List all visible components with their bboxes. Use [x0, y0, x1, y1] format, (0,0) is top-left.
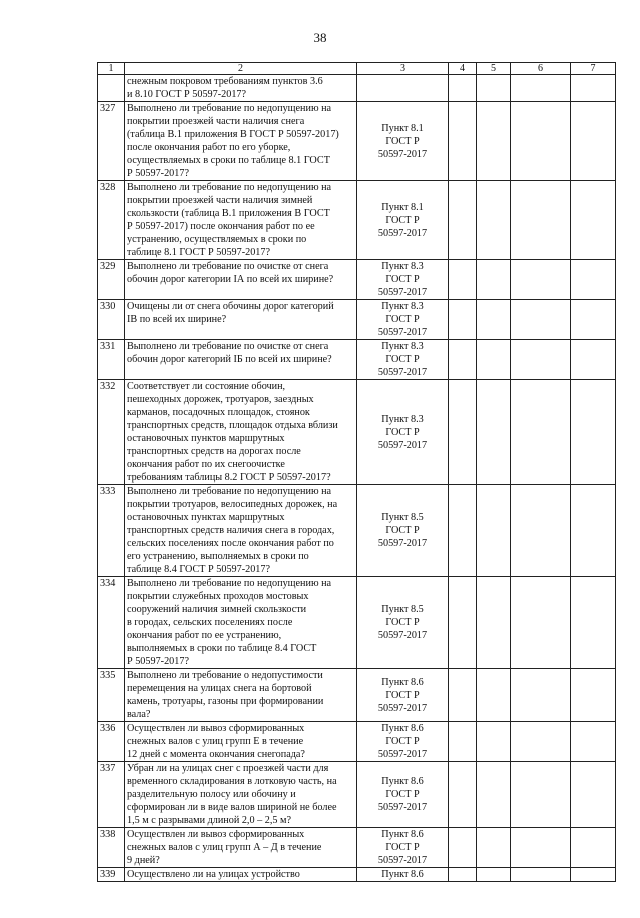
row-question: Соответствует ли состояние обочин, пешеходных дорожек, тротуаров, заездных карманов, посадочных площадок, стоянок транспортных средств, площадок отдыха вблизи остановочных пунктов маршрутных транспортных средств на дорогах после окончания работ по их снегоочистке требованиям таблицы 8.2 ГОСТ Р 50597-2017? [125, 380, 357, 485]
row-col-5 [477, 340, 511, 380]
header-col-2: 2 [125, 63, 357, 75]
row-reference: Пункт 8.6 ГОСТ Р 50597-2017 [357, 828, 449, 868]
row-question: Выполнено ли требование по недопущению на покрытии тротуаров, велосипедных дорожек, на остановочных пунктах маршрутных транспортных средств наличия снега в городах, сельских поселениях после окончания работ по его устранению, выполняемых в сроки по таблице 8.4 ГОСТ Р 50597-2017? [125, 485, 357, 577]
row-col-6 [511, 300, 571, 340]
row-col-6 [511, 181, 571, 260]
table-row [98, 380, 616, 485]
row-col-6 [511, 669, 571, 722]
row-number: 339 [98, 868, 125, 882]
row-col-4 [449, 868, 477, 882]
row-question: Выполнено ли требование по недопущению на покрытии служебных проходов мостовых сооружений наличия зимней скользкости в городах, сельских поселениях после окончания работ по ее устранению, выполняемых в сроки по таблице 8.4 ГОСТ Р 50597-2017? [125, 577, 357, 669]
page-number: 38 [313, 30, 327, 45]
row-col-7 [571, 828, 616, 868]
row-col-6 [511, 75, 571, 102]
row-number: 338 [98, 828, 125, 868]
row-question: Осуществлен ли вывоз сформированных снежных валов с улиц групп Е в течение 12 дней с момента окончания снегопада? [125, 722, 357, 762]
row-col-6 [511, 340, 571, 380]
row-col-5 [477, 300, 511, 340]
row-reference: Пункт 8.5 ГОСТ Р 50597-2017 [357, 577, 449, 669]
table-row [98, 260, 616, 300]
row-reference: Пункт 8.6 ГОСТ Р 50597-2017 [357, 722, 449, 762]
row-col-6 [511, 722, 571, 762]
row-col-6 [511, 577, 571, 669]
row-reference: Пункт 8.6 [357, 868, 449, 882]
row-col-7 [571, 722, 616, 762]
row-col-6 [511, 380, 571, 485]
row-col-6 [511, 102, 571, 181]
row-reference [357, 75, 449, 102]
row-question: Выполнено ли требование о недопустимости перемещения на улицах снега на бортовой камень, тротуары, газоны при формировании вала? [125, 669, 357, 722]
row-col-7 [571, 75, 616, 102]
row-number [98, 75, 125, 102]
header-col-6: 6 [511, 63, 571, 75]
table-row [98, 340, 616, 380]
row-col-7 [571, 380, 616, 485]
row-number: 333 [98, 485, 125, 577]
row-col-4 [449, 340, 477, 380]
table-row [98, 868, 616, 882]
table-row [98, 485, 616, 577]
row-number: 327 [98, 102, 125, 181]
table-row [98, 762, 616, 828]
row-question: Выполнено ли требование по недопущению на покрытии проезжей части наличия зимней скользкости (таблица В.1 приложения В ГОСТ Р 50597-2017) после окончания работ по ее устранению, осуществляемых в сроки по таблице 8.1 ГОСТ Р 50597-2017? [125, 181, 357, 260]
row-col-7 [571, 181, 616, 260]
row-question: Выполнено ли требование по очистке от снега обочин дорог категории IА по всей их ширине? [125, 260, 357, 300]
row-col-4 [449, 102, 477, 181]
row-number: 331 [98, 340, 125, 380]
row-col-7 [571, 577, 616, 669]
row-col-5 [477, 669, 511, 722]
row-col-4 [449, 485, 477, 577]
row-number: 335 [98, 669, 125, 722]
row-question: Выполнено ли требование по недопущению на покрытии проезжей части наличия снега (таблица В.1 приложения В ГОСТ Р 50597-2017) после окончания работ по его уборке, осуществляемых в сроки по таблице 8.1 ГОСТ Р 50597-2017? [125, 102, 357, 181]
row-col-6 [511, 485, 571, 577]
row-col-5 [477, 868, 511, 882]
table-row [98, 300, 616, 340]
row-col-7 [571, 485, 616, 577]
header-col-3: 3 [357, 63, 449, 75]
row-col-6 [511, 868, 571, 882]
row-col-6 [511, 828, 571, 868]
row-question: снежным покровом требованиям пунктов 3.6 и 8.10 ГОСТ Р 50597-2017? [125, 75, 357, 102]
header-col-7: 7 [571, 63, 616, 75]
row-question: Убран ли на улицах снег с проезжей части для временного складирования в лотковую часть, на разделительную полосу или обочину и сформирован ли в виде валов шириной не более 1,5 м с разрывами длиной 2,0 – 2,5 м? [125, 762, 357, 828]
row-col-4 [449, 722, 477, 762]
row-col-5 [477, 181, 511, 260]
row-col-4 [449, 300, 477, 340]
row-number: 337 [98, 762, 125, 828]
header-col-5: 5 [477, 63, 511, 75]
row-reference: Пункт 8.1 ГОСТ Р 50597-2017 [357, 181, 449, 260]
table-row [98, 828, 616, 868]
row-reference: Пункт 8.1 ГОСТ Р 50597-2017 [357, 102, 449, 181]
table-row [98, 577, 616, 669]
row-col-5 [477, 260, 511, 300]
row-col-4 [449, 181, 477, 260]
table-row [98, 669, 616, 722]
row-col-5 [477, 762, 511, 828]
row-col-7 [571, 340, 616, 380]
row-col-4 [449, 762, 477, 828]
row-reference: Пункт 8.3 ГОСТ Р 50597-2017 [357, 300, 449, 340]
row-col-4 [449, 380, 477, 485]
row-col-6 [511, 260, 571, 300]
row-number: 336 [98, 722, 125, 762]
table-row [98, 181, 616, 260]
checklist-table [97, 62, 616, 882]
table-row [98, 722, 616, 762]
row-col-5 [477, 485, 511, 577]
row-col-5 [477, 75, 511, 102]
table-row [98, 102, 616, 181]
table-header-row [98, 63, 616, 75]
row-col-7 [571, 762, 616, 828]
row-col-5 [477, 722, 511, 762]
row-col-7 [571, 868, 616, 882]
row-number: 329 [98, 260, 125, 300]
row-reference: Пункт 8.6 ГОСТ Р 50597-2017 [357, 669, 449, 722]
row-col-6 [511, 762, 571, 828]
row-question: Осуществлено ли на улицах устройство [125, 868, 357, 882]
header-col-4: 4 [449, 63, 477, 75]
row-question: Осуществлен ли вывоз сформированных снежных валов с улиц групп А – Д в течение 9 дней? [125, 828, 357, 868]
row-col-5 [477, 828, 511, 868]
row-reference: Пункт 8.5 ГОСТ Р 50597-2017 [357, 485, 449, 577]
row-number: 328 [98, 181, 125, 260]
row-col-4 [449, 828, 477, 868]
row-col-4 [449, 669, 477, 722]
row-reference: Пункт 8.3 ГОСТ Р 50597-2017 [357, 380, 449, 485]
row-number: 332 [98, 380, 125, 485]
row-col-7 [571, 300, 616, 340]
row-reference: Пункт 8.3 ГОСТ Р 50597-2017 [357, 260, 449, 300]
row-col-4 [449, 260, 477, 300]
row-col-7 [571, 102, 616, 181]
row-number: 330 [98, 300, 125, 340]
row-col-5 [477, 577, 511, 669]
row-reference: Пункт 8.6 ГОСТ Р 50597-2017 [357, 762, 449, 828]
row-reference: Пункт 8.3 ГОСТ Р 50597-2017 [357, 340, 449, 380]
row-question: Очищены ли от снега обочины дорог категорий IВ по всей их ширине? [125, 300, 357, 340]
row-col-4 [449, 577, 477, 669]
row-col-5 [477, 102, 511, 181]
header-col-1: 1 [98, 63, 125, 75]
row-question: Выполнено ли требование по очистке от снега обочин дорог категорий IБ по всей их ширине? [125, 340, 357, 380]
row-col-7 [571, 260, 616, 300]
row-col-7 [571, 669, 616, 722]
table-body [98, 75, 616, 882]
table-row [98, 75, 616, 102]
row-col-4 [449, 75, 477, 102]
row-number: 334 [98, 577, 125, 669]
row-col-5 [477, 380, 511, 485]
